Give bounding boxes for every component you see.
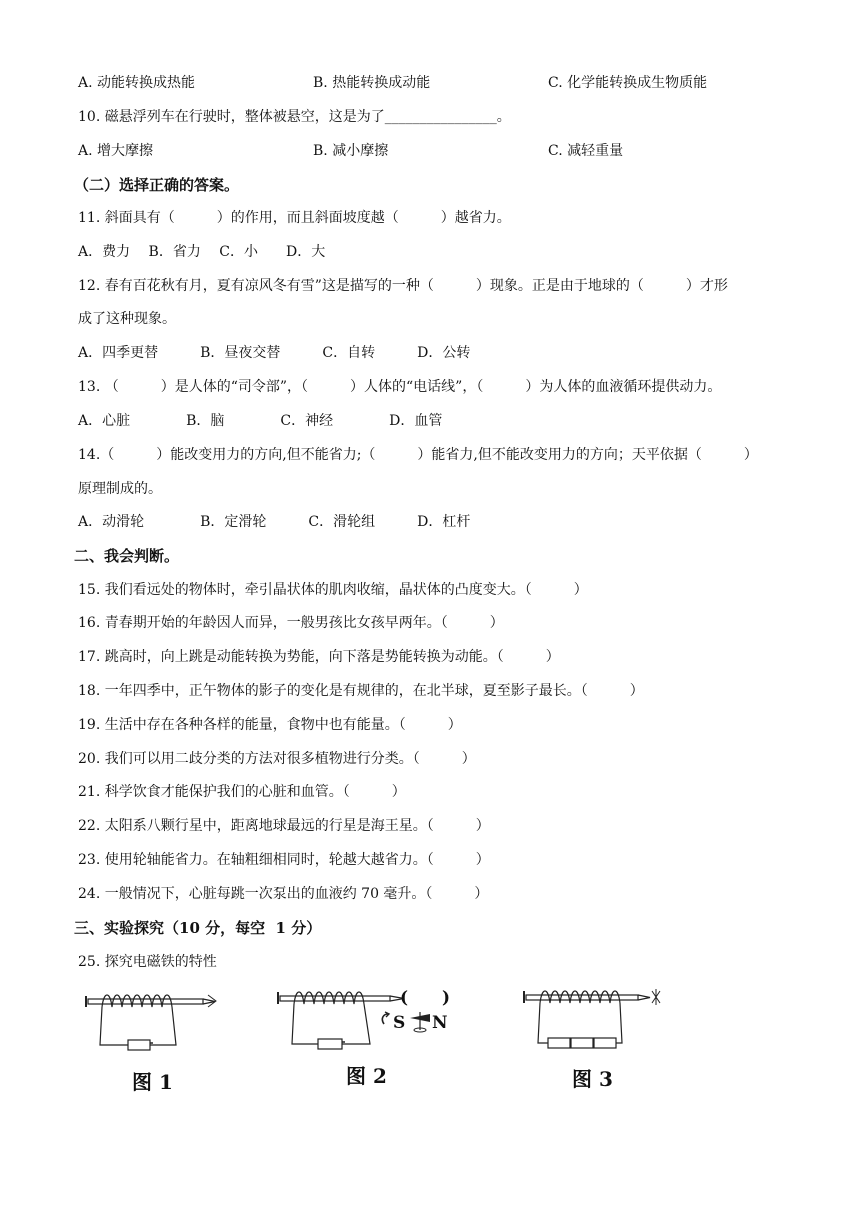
section-heading-choose: （二）选择正确的答案。 — [74, 176, 240, 194]
q10-text: 10. 磁悬浮列车在行驶时，整体被悬空，这是为了________________。 — [78, 109, 511, 125]
q13-options: A．心脏 B．脑 C．神经 D．血管 — [78, 413, 443, 429]
judgment-item: 24. 一般情况下，心脏每跳一次泵出的血液约 70 毫升。（ ） — [78, 886, 489, 902]
q14-text-line1: 14.（ ）能改变用力的方向,但不能省力;（ ）能省力,但不能改变用力的方向；天平依据（ ） — [78, 447, 758, 463]
q25-text: 25. 探究电磁铁的特性 — [78, 954, 217, 970]
figure-2-label: 图 2 — [346, 1064, 387, 1088]
judgment-item: 17. 跳高时，向上跳是动能转换为势能，向下落是势能转换为动能。（ ） — [78, 649, 560, 665]
judgment-item: 16. 青春期开始的年龄因人而异，一般男孩比女孩早两年。（ ） — [78, 615, 504, 631]
q11-options: A．费力 B．省力 C．小 D．大 — [78, 244, 326, 260]
q12-text-line2: 成了这种现象。 — [78, 311, 176, 327]
q14-options: A．动滑轮 B．定滑轮 C．滑轮组 D．杠杆 — [78, 514, 471, 530]
judgment-item: 19. 生活中存在各种各样的能量，食物中也有能量。（ ） — [78, 717, 462, 733]
section-heading-judge: 二、我会判断。 — [74, 547, 180, 565]
q13-text: 13. （ ）是人体的“司令部”，（ ）人体的“电话线”，（ ）为人体的血液循环提供动力。 — [78, 379, 722, 395]
q9-option-b: B. 热能转换成动能 — [313, 75, 431, 91]
figure-3-label: 图 3 — [572, 1067, 613, 1091]
q9-option-a: A. 动能转换成热能 — [78, 75, 196, 91]
judgment-item: 23. 使用轮轴能省力。在轴粗细相同时，轮越大越省力。（ ） — [78, 852, 490, 868]
q14-text-line2: 原理制成的。 — [78, 481, 162, 497]
q10-option-b: B. 减小摩擦 — [313, 143, 389, 159]
figure-2-answer-paren: ( ) — [400, 988, 451, 1008]
judgment-item: 18. 一年四季中，正午物体的影子的变化是有规律的，在北半球，夏至影子最长。（ ） — [78, 683, 644, 699]
compass-south-label: S — [393, 1013, 406, 1033]
judgment-item: 15. 我们看远处的物体时，牵引晶状体的肌肉收缩，晶状体的凸度变大。（ ） — [78, 582, 588, 598]
q12-text-line1: 12. 春有百花秋有月，夏有凉风冬有雪”这是描写的一种（ ）现象。正是由于地球的（ ）才形 — [78, 278, 728, 294]
section-heading-experiment: 三、实验探究（10 分，每空 1 分） — [74, 919, 322, 937]
figure-3-electromagnet — [518, 985, 668, 1055]
figure-1-electromagnet — [80, 985, 230, 1055]
q10-option-a: A. 增大摩擦 — [78, 143, 154, 159]
q12-options: A．四季更替 B．昼夜交替 C．自转 D．公转 — [78, 345, 471, 361]
q11-text: 11. 斜面具有（ ）的作用，而且斜面坡度越（ ）越省力。 — [78, 210, 511, 226]
judgment-item: 20. 我们可以用二歧分类的方法对很多植物进行分类。（ ） — [78, 751, 476, 767]
figure-1-label: 图 1 — [132, 1070, 173, 1094]
q10-option-c: C. 减轻重量 — [548, 143, 624, 159]
judgment-item: 22. 太阳系八颗行星中，距离地球最远的行星是海王星。（ ） — [78, 818, 490, 834]
q9-option-c: C. 化学能转换成生物质能 — [548, 75, 708, 91]
compass-north-label: N — [432, 1013, 448, 1033]
judgment-item: 21. 科学饮食才能保护我们的心脏和血管。（ ） — [78, 784, 406, 800]
